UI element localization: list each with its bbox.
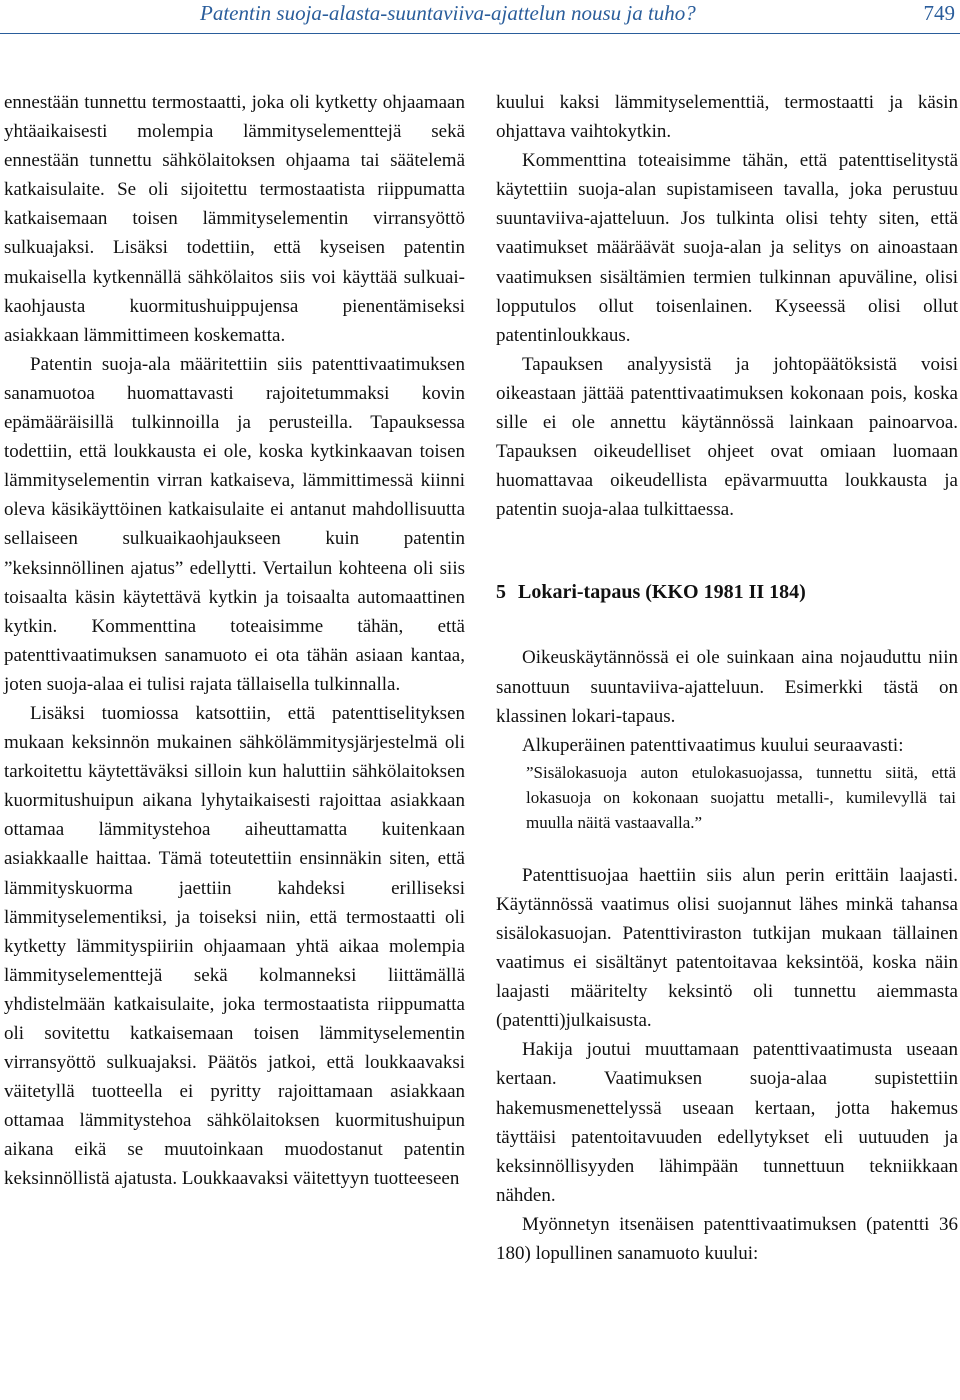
body-paragraph: kuului kaksi lämmityselementtiä, termostaatti ja käsin ohjattava vaihtokytkin.: [496, 92, 958, 143]
section-heading: [496, 578, 958, 607]
header-rule: [0, 33, 960, 34]
right-column: [496, 88, 958, 1268]
body-paragraph: Kommenttina toteaisimme tähän, että patenttiselitystä käytettiin suoja-alan supistamiseen tavalla, joka perustuu suuntaviiva-ajatteluun. Jos tulkinta olisi tehty siten, että vaatimukset määräävät suoja-alan ja selitys on ainoastaan vaatimuksen sisältämien termien tulkinnan apuväline, olisi lopputulos ollut toisenlainen. Kyseessä olisi ollut patentinloukkaus.: [496, 150, 958, 346]
body-paragraph: Patentin suoja-ala määritettiin siis patenttivaatimuksen sanamuotoa huomattavasti rajoitetummaksi kovin epämääräisillä tulkinnoilla ja perusteilla. Tapauksessa todettiin, että loukkausta ei ole, koska kytkinkaavan toisen lämmityselementin virran katkaiseva, lämmittimessä kiinni oleva käsikäyttöinen katkaisulaite ei antanut mahdollisuutta sellaiseen sulkuaikaohjaukseen kuin patentin ”keksinnöllinen ajatus” edellytti. Vertailun kohteena oli siis toisaalta käsin käytettävä kytkin ja toisaalta automaattinen kytkin. Kommenttina toteaisimme tähän, että patenttivaatimuksen sanamuoto ei ota tähän asiaan kantaa, joten suoja-alaa ei tulisi rajata tällaisella tulkinnalla.: [4, 353, 465, 695]
left-column: [4, 88, 465, 1194]
running-header: [0, 0, 960, 34]
section-number: 5: [496, 581, 506, 604]
running-title: Patentin suoja-alasta-suuntaviiva-ajattelun nousu ja tuho?: [200, 1, 696, 25]
claim-quote: ”Sisälokasuoja auton etulokasuojassa, tunnettu siitä, että lokasuoja on kokonaan suojattu metalli-, kumilevyllä tai muulla näitä vastaavalla.”: [526, 762, 956, 832]
body-paragraph: Lisäksi tuomiossa katsottiin, että patenttiselityksen mukaan keksinnön mukainen sähkölämmitysjärjestelmä oli tarkoitettu käytettäväksi silloin kun haluttiin sähkölaitoksen kuormitushuipun aikana lyhytaikaisesti rajoittaa asiakkaan ottamaa lämmitystehoa aiheuttamatta kuitenkaan asiakkaalle haittaa. Tämä toteutettiin ensinnäkin siten, että lämmityskuorma jaettiin kahdeksi erilliseksi lämmityselementiksi, ja toiseksi niin, että termostaatti oli kytketty lämmityspiiriin ohjaamaan yhtä aikaa molempia lämmityselementtejä sekä kolmanneksi liittämällä yhdistelmään katkaisulaite, joka termostaatista riippumatta oli sovitettu katkaisemaan toisen lämmityselementin virransyöttö sulkuajaksi. Päätös jatkoi, että loukkaavaksi väitetyllä tuotteella ei pyritty rajoittamaan asiakkaan ottamaa lämmitystehoa sähkölaitoksen kuormitushuipun aikana eikä se muutoinkaan muodostanut patentin keksinnöllistä ajatusta. Loukkaavaksi väitettyyn tuotteeseen: [4, 702, 465, 1190]
body-paragraph: Tapauksen analyysistä ja johtopäätöksistä voisi oikeastaan jättää patenttivaatimuksen kokonaan pois, koska sille ei ole annettu käytännössä lainkaan painoarvoa. Tapauksen oikeudelliset ohjeet ovat omiaan luomaan huomattavaa oikeudellista epävarmuutta loukkausta ja patentin suoja-alaa tulkittaessa.: [496, 353, 958, 521]
body-paragraph: Patenttisuojaa haettiin siis alun perin erittäin laajasti. Käytännössä vaatimus olisi suojannut lähes minkä tahansa sisälokasuojan. Patenttiviraston tutkijan mukaan tällainen vaatimus ei sisältänyt patentoitavaa keksintöä, koska näin laajasti määritelty keksintö oli tunnettu aiemmasta (patentti)julkaisusta.: [496, 864, 958, 1032]
page-number: 749: [923, 1, 955, 25]
body-paragraph: ennestään tunnettu termostaatti, joka oli kytketty ohjaamaan yhtäaikaisesti molempia lämmityselementtejä sekä ennestään tunnettu sähkölaitoksen ohjaama tai säätelemä katkaisulaite. Se oli sijoitettu termostaatista riippumatta katkaisemaan toisen lämmityselementin virransyöttö sulkuajaksi. Lisäksi todettiin, että kyseisen patentin mukaisella kytkennällä sähkölaitos siis voi käyttää sulkuaikaohjausta kuormitushuippujensa pienentämiseksi asiakkaan lämmittimeen koskematta.: [4, 92, 465, 346]
section-title: Lokari-tapaus (KKO 1981 II 184): [518, 581, 806, 604]
body-paragraph: Oikeuskäytännössä ei ole suinkaan aina nojauduttu niin sanottuun suuntaviiva-ajatteluun. Esimerkki tästä on klassinen lokari-tapaus.: [496, 647, 958, 727]
body-paragraph: Alkuperäinen patenttivaatimus kuului seuraavasti:: [522, 734, 904, 756]
body-paragraph: Myönnetyn itsenäisen patenttivaatimuksen (patentti 36 180) lopullinen sanamuoto kuului:: [496, 1213, 958, 1264]
body-paragraph: Hakija joutui muuttamaan patenttivaatimusta useaan kertaan. Vaatimuksen suoja-alaa supistettiin hakemusmenettelyssä useaan kertaan, jotta hakemus täyttäisi patentoitavuuden edellytykset eli uutuuden ja keksinnöllisyyden lähimpään tunnettuun tekniikkaan nähden.: [496, 1039, 958, 1206]
